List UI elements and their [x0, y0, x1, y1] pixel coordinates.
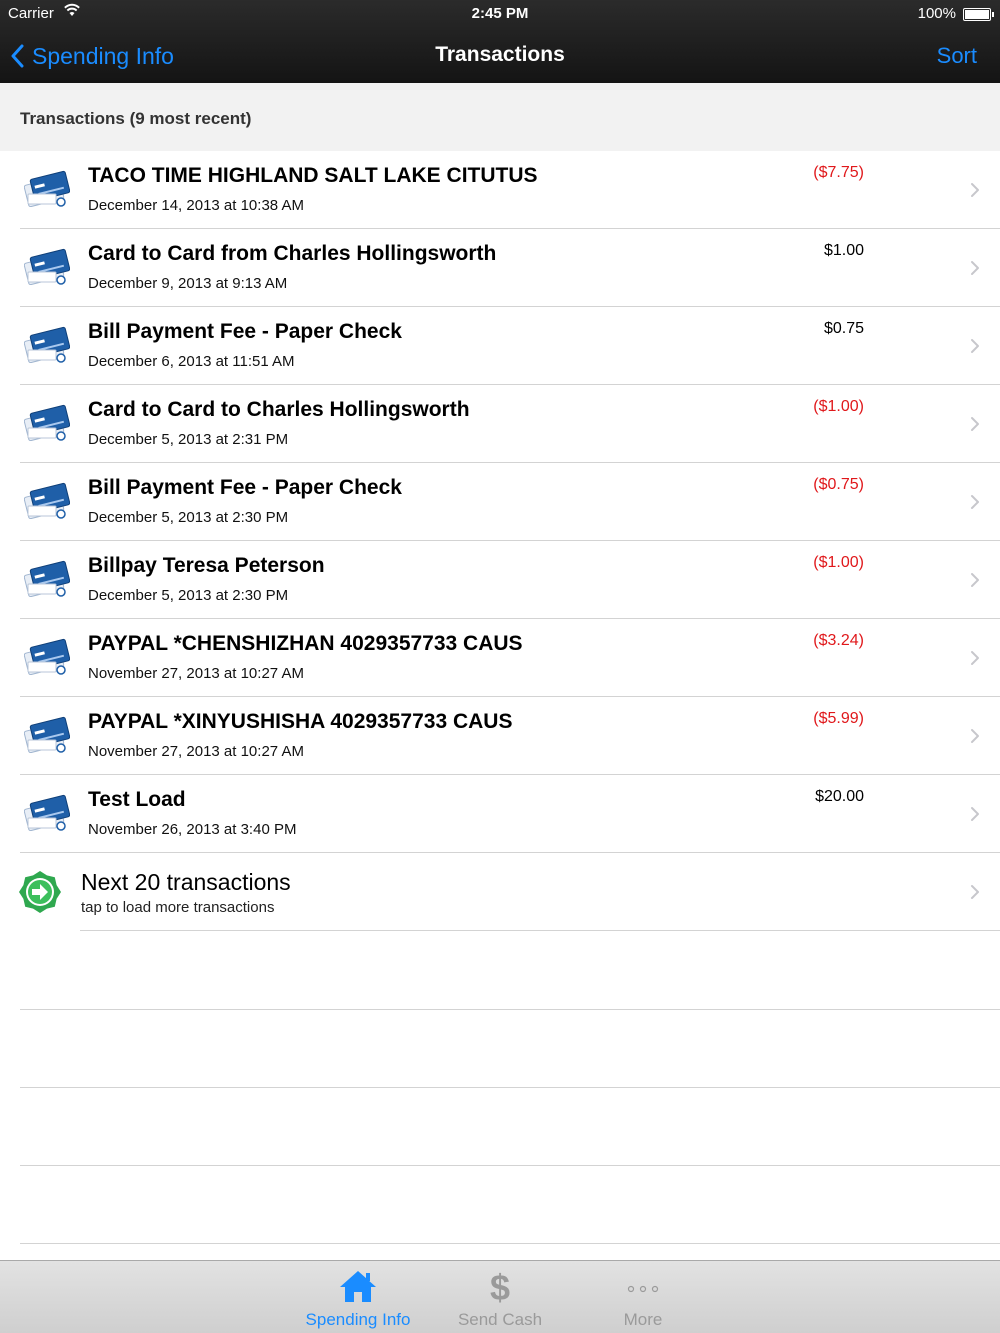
transaction-amount: $20.00 [815, 788, 864, 805]
empty-row-divider [20, 1165, 1000, 1166]
transaction-row[interactable] [0, 541, 1000, 619]
transaction-title: Billpay Teresa Peterson [88, 554, 325, 577]
sort-button[interactable]: Sort [936, 43, 977, 68]
chevron-right-icon [970, 806, 980, 822]
transaction-row[interactable] [0, 697, 1000, 775]
battery-percent: 100% [917, 5, 956, 22]
dollar-icon [485, 1269, 515, 1310]
transaction-amount: $1.00 [823, 242, 864, 259]
transaction-amount: ($7.75) [813, 164, 864, 181]
tab-bar [0, 1260, 1000, 1333]
transaction-date: December 9, 2013 at 9:13 AM [88, 275, 288, 292]
transaction-date: December 14, 2013 at 10:38 AM [88, 197, 304, 214]
transaction-row[interactable] [0, 463, 1000, 541]
transaction-list [0, 151, 1000, 931]
back-button-label: Spending Info [32, 42, 174, 69]
chevron-right-icon [970, 494, 980, 510]
transaction-date: November 27, 2013 at 10:27 AM [88, 743, 304, 760]
battery-icon [963, 8, 991, 21]
transaction-amount: ($1.00) [813, 398, 864, 415]
carrier-label: Carrier [8, 5, 54, 22]
section-header-label: Transactions (9 most recent) [20, 109, 252, 128]
transaction-title: Bill Payment Fee - Paper Check [88, 320, 402, 343]
tab-label: Spending Info [305, 1310, 411, 1329]
navigation-bar [0, 0, 1000, 83]
load-more-title: Next 20 transactions [81, 869, 291, 895]
transaction-row[interactable] [0, 307, 1000, 385]
transaction-date: November 27, 2013 at 10:27 AM [88, 665, 304, 682]
section-header [0, 83, 1000, 151]
chevron-right-icon [970, 182, 980, 198]
transaction-title: TACO TIME HIGHLAND SALT LAKE CITUTUS [88, 164, 538, 187]
transaction-title: PAYPAL *XINYUSHISHA 4029357733 CAUS [88, 710, 513, 733]
tab-label: Send Cash [457, 1310, 543, 1329]
transaction-date: December 5, 2013 at 2:30 PM [88, 509, 289, 526]
load-more-row[interactable] [0, 853, 1000, 931]
transaction-title: Test Load [88, 788, 186, 811]
transaction-title: Bill Payment Fee - Paper Check [88, 476, 402, 499]
credit-card-icon [24, 637, 70, 675]
chevron-right-icon [970, 884, 980, 900]
transaction-row[interactable] [0, 619, 1000, 697]
empty-row-divider [20, 1009, 1000, 1010]
chevron-right-icon [970, 650, 980, 666]
load-more-subtitle: tap to load more transactions [81, 899, 275, 916]
tab-send-cash[interactable] [425, 1261, 575, 1333]
credit-card-icon [24, 481, 70, 519]
transaction-amount: ($5.99) [813, 710, 864, 727]
chevron-right-icon [970, 572, 980, 588]
credit-card-icon [24, 559, 70, 597]
credit-card-icon [24, 169, 70, 207]
transaction-date: December 6, 2013 at 11:51 AM [88, 353, 295, 370]
credit-card-icon [24, 325, 70, 363]
svg-text:$: $ [489, 1269, 511, 1305]
transaction-row[interactable] [0, 385, 1000, 463]
transaction-title: PAYPAL *CHENSHIZHAN 4029357733 CAUS [88, 632, 523, 655]
chevron-right-icon [970, 338, 980, 354]
transaction-date: December 5, 2013 at 2:31 PM [88, 431, 289, 448]
tab-label: More [623, 1310, 663, 1329]
transaction-date: November 26, 2013 at 3:40 PM [88, 821, 297, 838]
next-arrow-seal-icon [18, 870, 62, 914]
transaction-title: Card to Card to Charles Hollingsworth [88, 398, 470, 421]
transaction-amount: ($0.75) [813, 476, 864, 493]
transaction-amount: ($3.24) [813, 632, 864, 649]
transaction-row[interactable] [0, 775, 1000, 853]
transaction-title: Card to Card from Charles Hollingsworth [88, 242, 497, 265]
credit-card-icon [24, 715, 70, 753]
transaction-row[interactable] [0, 151, 1000, 229]
page-title: Transactions [435, 43, 565, 66]
tab-spending-info[interactable] [283, 1261, 433, 1333]
credit-card-icon [24, 247, 70, 285]
chevron-right-icon [970, 260, 980, 276]
transaction-amount: $0.75 [823, 320, 864, 337]
transaction-date: December 5, 2013 at 2:30 PM [88, 587, 289, 604]
transaction-amount: ($1.00) [813, 554, 864, 571]
chevron-right-icon [970, 728, 980, 744]
more-dots-icon [626, 1281, 660, 1299]
credit-card-icon [24, 403, 70, 441]
transaction-row[interactable] [0, 229, 1000, 307]
empty-row-divider [20, 1243, 1000, 1244]
house-icon [338, 1269, 378, 1308]
credit-card-icon [24, 793, 70, 831]
tab-more[interactable] [568, 1261, 718, 1333]
empty-row-divider [20, 1087, 1000, 1088]
chevron-right-icon [970, 416, 980, 432]
status-time: 2:45 PM [471, 5, 529, 22]
status-bar [0, 0, 1000, 28]
